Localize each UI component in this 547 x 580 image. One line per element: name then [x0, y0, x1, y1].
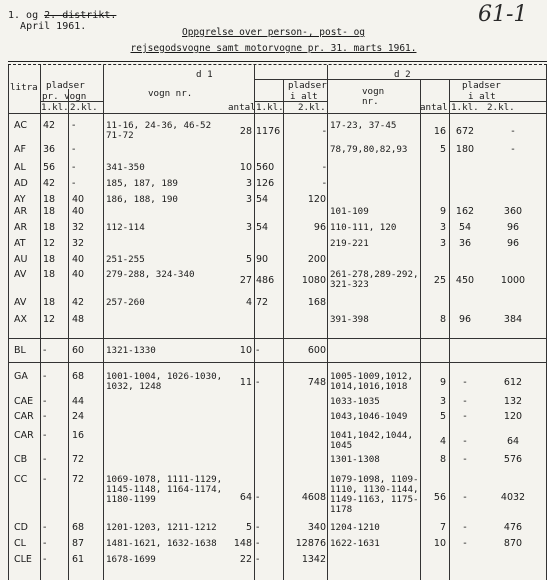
table-cell-d1-k2: 168	[307, 297, 326, 308]
table-cell-d1-k2: 200	[307, 254, 326, 265]
table-cell-d2-antal: 16	[433, 126, 446, 137]
rule	[40, 101, 103, 102]
table-cell-d2-antal: 5	[439, 144, 446, 155]
rule	[8, 65, 9, 580]
table-cell-litra: BL	[14, 345, 26, 356]
table-cell-d2-k2: 4032	[500, 492, 526, 503]
table-cell-d1-k1: 54	[256, 194, 269, 205]
table-cell-d1-antal: 5	[245, 522, 252, 533]
table-cell-d1-antal: 27	[239, 275, 252, 286]
page-mark: 61-1	[478, 2, 528, 27]
col-1kl: 1.kl.	[41, 102, 69, 113]
table-cell-d1-antal: 5	[245, 254, 252, 265]
table-cell-k2: 40	[72, 269, 85, 280]
table-cell-k1: -	[43, 454, 47, 465]
table-cell-k1: -	[43, 345, 47, 356]
table-cell-d1-nr: 186, 188, 190	[106, 194, 178, 205]
table-cell-k1: -	[43, 396, 47, 407]
table-cell-d2-nr: 1043,1046-1049	[330, 411, 408, 422]
table-cell-d2-antal: 9	[439, 206, 446, 217]
table-cell-d2-k1: -	[463, 436, 467, 447]
table-cell-d2-antal: 3	[439, 222, 446, 233]
table-cell-k1: 42	[43, 178, 56, 189]
table-cell-k1: 18	[43, 206, 56, 217]
district-struck: 2. distrikt.	[44, 10, 117, 21]
table-cell-k2: 40	[72, 206, 85, 217]
table-cell-d2-nr: 261-278,289-292, 321-323	[330, 269, 419, 290]
table-cell-d1-k1: 54	[256, 222, 269, 233]
table-cell-litra: AF	[14, 144, 26, 155]
col-i-alt-d2: i alt	[468, 91, 496, 102]
table-cell-k2: -	[72, 162, 76, 173]
table-cell-d2-k2: 64	[506, 436, 520, 447]
rule	[327, 65, 328, 580]
table-cell-d1-antal: 3	[245, 194, 252, 205]
table-cell-d1-k2: 4608	[301, 492, 326, 503]
table-cell-d1-k2: 120	[307, 194, 326, 205]
table-cell-d2-antal: 8	[439, 314, 446, 325]
table-cell-k1: 18	[43, 269, 56, 280]
table-cell-d1-k1: 486	[256, 275, 275, 286]
table-cell-k2: 40	[72, 254, 85, 265]
table-cell-k2: -	[72, 144, 76, 155]
table-cell-d1-k2: 1080	[301, 275, 326, 286]
table-cell-d1-nr: 257-260	[106, 297, 145, 308]
table-cell-k1: -	[43, 522, 47, 533]
table-cell-litra: AD	[14, 178, 28, 189]
table-cell-litra: AU	[14, 254, 28, 265]
col-pr-vogn: pr. vogn	[42, 91, 87, 102]
table-cell-d2-antal: 3	[439, 238, 446, 249]
table-cell-d1-k1: -	[256, 377, 260, 388]
table-cell-d1-antal: 22	[239, 554, 252, 565]
table-cell-litra: CL	[14, 538, 26, 549]
table-cell-litra: AR	[14, 206, 28, 217]
table-cell-d1-k1: 72	[256, 297, 269, 308]
table-cell-d2-k2: 612	[503, 377, 523, 388]
header-rule	[8, 61, 547, 62]
table-cell-d2-k2: 384	[503, 314, 523, 325]
table-cell-k1: -	[43, 430, 47, 441]
col-2kl-d1: 2.kl.	[298, 102, 326, 113]
table-cell-d2-nr: 1301-1308	[330, 454, 380, 465]
table-cell-d1-k2: -	[322, 126, 326, 137]
table-cell-d1-nr: 1201-1203, 1211-1212	[106, 522, 217, 533]
table-cell-litra: AX	[14, 314, 28, 325]
table-cell-d2-k1: 96	[458, 314, 472, 325]
table-cell-d2-nr: 1204-1210	[330, 522, 380, 533]
table-cell-d2-antal: 4	[439, 436, 446, 447]
table-cell-d1-k2: 340	[307, 522, 326, 533]
col-nr-d2: nr.	[362, 96, 379, 107]
col-vogn-d2: vogn	[362, 86, 385, 97]
table-cell-k2: 72	[72, 474, 85, 485]
table-cell-d1-k2: -	[322, 178, 326, 189]
table-cell-d2-k1: -	[463, 411, 467, 422]
table-cell-d2-k2: 120	[503, 411, 523, 422]
table-cell-k1: -	[43, 474, 47, 485]
table-cell-d1-nr: 11-16, 24-36, 46-52 71-72	[106, 120, 212, 141]
table-cell-litra: AV	[14, 269, 27, 280]
table-cell-d1-k2: 748	[307, 377, 326, 388]
table-cell-litra: CAE	[14, 396, 34, 407]
col-2kl: 2.kl.	[70, 102, 98, 113]
table-cell-litra: AL	[14, 162, 26, 173]
col-pladser-d2: pladser	[462, 80, 501, 91]
table-cell-d1-nr: 1678-1699	[106, 554, 156, 565]
table-cell-litra: AC	[14, 120, 27, 131]
table-cell-d1-nr: 1069-1078, 1111-1129, 1145-1148, 1164-1174, 1180-1199	[106, 474, 223, 505]
table-cell-k1: 18	[43, 297, 56, 308]
col-2kl-d2: 2.kl.	[487, 102, 515, 113]
table-cell-d1-nr: 1321-1330	[106, 345, 156, 356]
title-line-2: rejsegodsvogne samt motorvogne pr. 31. marts 1961.	[130, 43, 417, 54]
table-cell-litra: AY	[14, 194, 26, 205]
table-cell-k1: -	[43, 371, 47, 382]
table-cell-d1-antal: 28	[239, 126, 252, 137]
table-cell-d1-antal: 4	[245, 297, 252, 308]
table-cell-k1: -	[43, 554, 47, 565]
table-cell-d1-k2: 600	[307, 345, 326, 356]
col-litra: litra	[10, 82, 38, 93]
table-cell-d1-nr: 1001-1004, 1026-1030, 1032, 1248	[106, 371, 223, 392]
table-cell-k2: 61	[72, 554, 85, 565]
table-cell-k2: 44	[72, 396, 85, 407]
table-cell-d2-antal: 9	[439, 377, 446, 388]
title-line-1: Oppgrelse over person-, post- og	[181, 27, 366, 38]
table-cell-d2-k1: 180	[455, 144, 475, 155]
table-cell-d2-nr: 1041,1042,1044, 1045	[330, 430, 413, 451]
table-cell-k2: 40	[72, 194, 85, 205]
table-cell-k1: 18	[43, 254, 56, 265]
table-cell-d1-k2: -	[322, 162, 326, 173]
col-pladser-d1: pladser	[288, 80, 327, 91]
rule	[254, 101, 327, 102]
table-cell-d2-k2: -	[511, 144, 515, 155]
table-cell-d1-nr: 185, 187, 189	[106, 178, 178, 189]
table-cell-k2: 72	[72, 454, 85, 465]
table-cell-k2: 48	[72, 314, 85, 325]
table-cell-litra: CAR	[14, 430, 34, 441]
table-cell-d2-k1: -	[463, 454, 467, 465]
table-cell-k2: 32	[72, 222, 85, 233]
table-cell-litra: CD	[14, 522, 28, 533]
table-cell-d2-nr: 17-23, 37-45	[330, 120, 397, 131]
table-cell-d2-k2: 1000	[500, 275, 526, 286]
table-cell-d2-antal: 56	[433, 492, 446, 503]
table-cell-d1-antal: 10	[239, 162, 252, 173]
table-cell-d2-k2: 132	[503, 396, 523, 407]
table-cell-d2-nr: 219-221	[330, 238, 369, 249]
table-cell-d2-k2: -	[511, 126, 515, 137]
table-cell-litra: GA	[14, 371, 28, 382]
table-cell-litra: CB	[14, 454, 28, 465]
table-cell-d1-antal: 148	[233, 538, 252, 549]
rule	[103, 65, 104, 580]
col-pladser: pladser	[46, 80, 85, 91]
table-cell-d2-antal: 10	[433, 538, 446, 549]
table-cell-k1: 18	[43, 222, 56, 233]
rule	[254, 65, 255, 580]
rule	[40, 65, 41, 580]
table-cell-d2-nr: 1622-1631	[330, 538, 380, 549]
table-cell-k2: -	[72, 120, 76, 131]
table-cell-k2: 87	[72, 538, 85, 549]
table-cell-d2-k1: -	[463, 396, 467, 407]
rule	[8, 338, 546, 339]
wagon-table	[0, 65, 547, 580]
table-cell-k2: 16	[72, 430, 85, 441]
table-cell-d2-k1: 450	[455, 275, 475, 286]
rule	[420, 79, 421, 580]
table-cell-d2-k1: 162	[455, 206, 475, 217]
table-cell-d2-k1: -	[463, 522, 467, 533]
table-cell-d2-k2: 870	[503, 538, 523, 549]
table-cell-d1-k2: 96	[313, 222, 326, 233]
table-cell-d2-antal: 7	[439, 522, 446, 533]
table-cell-d1-k1: 560	[256, 162, 275, 173]
table-cell-d2-nr: 1005-1009,1012, 1014,1016,1018	[330, 371, 413, 392]
col-1kl-d2: 1.kl.	[451, 102, 479, 113]
table-cell-d2-antal: 5	[439, 411, 446, 422]
table-cell-d2-k1: -	[463, 538, 467, 549]
table-cell-litra: CC	[14, 474, 28, 485]
table-cell-d2-k1: 672	[455, 126, 475, 137]
table-cell-d2-k1: 54	[458, 222, 472, 233]
table-cell-litra: CLE	[14, 554, 32, 565]
col-antal-d2: antal	[420, 102, 448, 113]
table-cell-k1: -	[43, 411, 47, 422]
table-cell-d1-k1: -	[256, 554, 260, 565]
table-cell-d2-k1: 36	[458, 238, 472, 249]
table-cell-d1-antal: 64	[239, 492, 252, 503]
table-cell-d2-k1: -	[463, 492, 467, 503]
table-cell-d2-k1: -	[463, 377, 467, 388]
table-cell-d1-k1: -	[256, 538, 260, 549]
table-cell-k2: 42	[72, 297, 85, 308]
table-cell-d1-nr: 112-114	[106, 222, 145, 233]
rule	[68, 89, 69, 580]
table-cell-d2-k2: 360	[503, 206, 523, 217]
rule	[254, 79, 546, 80]
table-cell-k1: 12	[43, 238, 56, 249]
table-cell-k1: 56	[43, 162, 56, 173]
table-cell-k2: -	[72, 178, 76, 189]
table-cell-d1-antal: 10	[239, 345, 252, 356]
table-cell-d1-antal: 3	[245, 222, 252, 233]
col-antal-d1: antal	[228, 102, 256, 113]
table-cell-d2-k2: 96	[506, 238, 520, 249]
table-cell-d2-k2: 476	[503, 522, 523, 533]
table-cell-d1-k1: -	[256, 492, 260, 503]
table-cell-litra: CAR	[14, 411, 34, 422]
rule	[449, 101, 546, 102]
table-cell-d1-nr: 251-255	[106, 254, 145, 265]
table-cell-d1-k2: 1342	[301, 554, 326, 565]
table-cell-d2-nr: 1079-1098, 1109- 1110, 1130-1144, 1149-1163, 1175- 1178	[330, 474, 419, 515]
table-cell-d2-k2: 96	[506, 222, 520, 233]
table-cell-d1-antal: 11	[239, 377, 252, 388]
table-cell-k2: 60	[72, 345, 85, 356]
table-cell-d1-k1: -	[256, 345, 260, 356]
table-cell-d1-k1: 90	[256, 254, 269, 265]
rule	[449, 79, 450, 580]
table-cell-d1-k1: 126	[256, 178, 275, 189]
rule	[8, 113, 546, 114]
table-cell-k2: 68	[72, 522, 85, 533]
table-cell-k1: -	[43, 538, 47, 549]
table-cell-d2-nr: 1033-1035	[330, 396, 380, 407]
col-vogn-nr-d1: vogn nr.	[148, 88, 193, 99]
table-cell-d2-antal: 3	[439, 396, 446, 407]
table-cell-k1: 42	[43, 120, 56, 131]
report-date: April 1961.	[20, 21, 87, 32]
table-cell-k1: 18	[43, 194, 56, 205]
rule	[8, 362, 546, 363]
table-cell-d1-nr: 1481-1621, 1632-1638	[106, 538, 217, 549]
table-cell-k2: 24	[72, 411, 85, 422]
table-cell-d1-k1: 1176	[256, 126, 281, 137]
table-cell-d2-k2: 576	[503, 454, 523, 465]
table-cell-d2-antal: 25	[433, 275, 446, 286]
col-d1: d 1	[196, 69, 213, 80]
table-cell-d1-k2: 12876	[295, 538, 326, 549]
col-d2: d 2	[394, 69, 411, 80]
table-cell-litra: AV	[14, 297, 27, 308]
table-cell-k2: 68	[72, 371, 85, 382]
table-cell-d1-nr: 279-288, 324-340	[106, 269, 195, 280]
table-cell-k1: 36	[43, 144, 56, 155]
table-cell-litra: AR	[14, 222, 28, 233]
table-cell-d2-nr: 391-398	[330, 314, 369, 325]
table-cell-k2: 32	[72, 238, 85, 249]
rule	[283, 79, 284, 580]
table-cell-d1-nr: 341-350	[106, 162, 145, 173]
table-cell-k1: 12	[43, 314, 56, 325]
table-cell-d2-antal: 8	[439, 454, 446, 465]
col-i-alt-d1: i alt	[290, 91, 318, 102]
table-cell-d1-k1: -	[256, 522, 260, 533]
table-cell-d1-antal: 3	[245, 178, 252, 189]
col-1kl-d1: 1.kl.	[256, 102, 284, 113]
table-cell-d2-nr: 110-111, 120	[330, 222, 397, 233]
table-cell-d2-nr: 101-109	[330, 206, 369, 217]
district-prefix: 1. og	[8, 10, 39, 21]
table-cell-d2-nr: 78,79,80,82,93	[330, 144, 408, 155]
table-cell-litra: AT	[14, 238, 26, 249]
